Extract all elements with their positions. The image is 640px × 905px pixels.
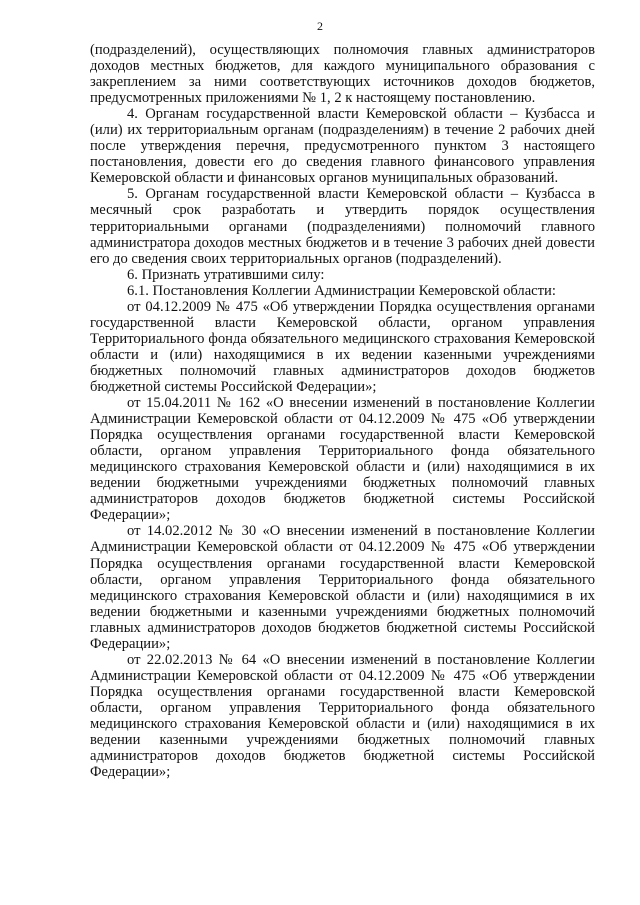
paragraph-resolution-2011-162: от 15.04.2011 № 162 «О внесении изменений в постановление Коллегии Администрации Кемеровской области от 04.12.2009 № 475 «Об утверждении Порядка осуществления органами государственной власти Кемеровской области, органом управления Территориального фонда обязательного медицинского страхования Кемеровской области и (или) находящимися в их ведении бюджетными учреждениями бюджетных полномочий главных администраторов доходов бюджетов бюджетной системы Российской Федерации»; (90, 395, 595, 524)
page-number: 2 (317, 19, 323, 33)
paragraph-item-4: 4. Органам государственной власти Кемеровской области – Кузбасса и (или) их территориальным органам (подразделениям) в течение 2 рабочих дней после утверждения перечня, предусмотренного пунктом 3 настоящего постановления, довести его до сведения главного финансового управления Кемеровской области и финансовых органов муниципальных образований. (90, 106, 595, 187)
paragraph-continuation: (подразделений), осуществляющих полномочия главных администраторов доходов местных бюджетов, для каждого муниципального образования с закреплением за ними соответствующих источников доходов бюджетов, предусмотренных приложениями № 1, 2 к настоящему постановлению. (90, 42, 595, 107)
document-body (90, 42, 595, 780)
paragraph-resolution-2012-30: от 14.02.2012 № 30 «О внесении изменений в постановление Коллегии Администрации Кемеровской области от 04.12.2009 № 475 «Об утверждении Порядка осуществления органами государственной власти Кемеровской области, органом управления Территориального фонда обязательного медицинского страхования Кемеровской области и (или) находящимися в их ведении бюджетными и казенными учреждениями бюджетных полномочий главных администраторов доходов бюджетов бюджетной системы Российской Федерации»; (90, 523, 595, 652)
paragraph-resolution-2009-475: от 04.12.2009 № 475 «Об утверждении Порядка осуществления органами государственной власти Кемеровской области, органом управления Территориального фонда обязательного медицинского страхования Кемеровской области и (или) находящимися в их ведении казенными учреждениями бюджетных полномочий главных администраторов доходов бюджетов бюджетной системы Российской Федерации»; (90, 298, 595, 395)
paragraph-resolution-2013-64: от 22.02.2013 № 64 «О внесении изменений в постановление Коллегии Администрации Кемеровской области от 04.12.2009 № 475 «Об утверждении Порядка осуществления органами государственной власти Кемеровской области, органом управления Территориального фонда обязательного медицинского страхования Кемеровской области и (или) находящимися в их ведении казенными учреждениями бюджетных полномочий главных администраторов доходов бюджетов бюджетной системы Российской Федерации»; (90, 651, 595, 781)
paragraph-item-6: 6. Признать утратившими силу: (127, 266, 325, 283)
paragraph-item-6-1: 6.1. Постановления Коллегии Администрации Кемеровской области: (127, 282, 556, 299)
paragraph-item-5: 5. Органам государственной власти Кемеровской области – Кузбасса в месячный срок разработать и утвердить порядок осуществления территориальными органами (подразделениями) полномочий главного администратора доходов местных бюджетов и в течение 3 рабочих дней довести его до сведения своих территориальных органов (подразделений). (90, 186, 595, 267)
